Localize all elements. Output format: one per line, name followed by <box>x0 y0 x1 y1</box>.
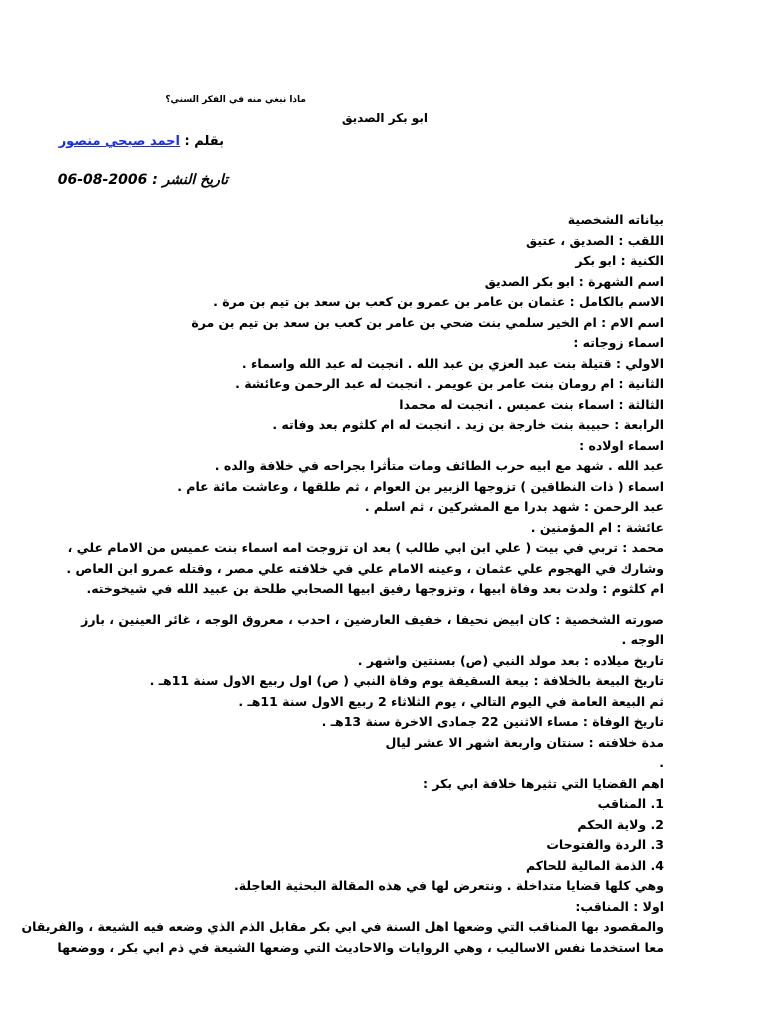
text-line: الرابعة : حبيبة بنت خارجة بن زيد . انجبت له ام كلثوم بعد وفاته . <box>272 417 664 432</box>
text-line: الوجه . <box>621 632 664 647</box>
publication-date-value: 06-08-2006 <box>57 172 148 188</box>
top-note: ماذا نبغي منه في الفكر السني؟ <box>165 95 306 105</box>
text-line: اسم الام : ام الخير سلمي بنت ضحي بن عامر بن كعب بن سعد بن تيم بن مرة <box>191 314 664 330</box>
text-line: اهم القضايا التي تثيرها خلافة ابي بكر : <box>423 775 664 791</box>
text-line: والمقصود بها المناقب التي وضعها اهل السنة في ابي بكر مقابل الذم الذي وضعه فيه الشيعة ، والفريقان <box>21 919 664 934</box>
article-body <box>21 210 664 958</box>
byline-prefix: بقلم : <box>184 134 224 149</box>
text-line: عبد الله . شهد مع ابيه حرب الطائف ومات متأثرا بجراحه في خلافة والده . <box>214 458 664 473</box>
text-line: اسماء ( ذات النطاقين ) تزوجها الزبير بن العوام ، ثم طلقها ، وعاشت مائة عام . <box>177 478 664 494</box>
list-item: 2. ولاية الحكم <box>577 816 664 832</box>
text-line: وهي كلها قضايا متداخلة . ونتعرض لها في هذه المقالة البحثية العاجلة. <box>234 878 664 893</box>
text-line: اسم الشهرة : ابو بكر الصديق <box>484 273 664 289</box>
text-line: محمد : تربي في بيت ( علي ابن ابي طالب ) بعد ان تزوجت امه اسماء بنت عميس من الامام علي ، <box>67 540 664 555</box>
text-line: صورته الشخصية : كان ابيض نحيفا ، خفيف العارضين ، احدب ، معروق الوجه ، غائر العينين ، بارز <box>81 611 664 627</box>
section-heading: اولا : المناقب: <box>575 898 664 914</box>
author-link[interactable]: احمد صبحي منصور <box>58 134 180 149</box>
list-item: 1. المناقب <box>597 796 664 811</box>
text-line: الكنية : ابو بكر <box>575 253 664 268</box>
text-line: تاريخ الوفاة : مساء الاثنين 22 جمادى الاخرة سنة 13هـ . <box>321 714 664 729</box>
text-line: . <box>659 755 664 770</box>
text-line: الثالثة : اسماء بنت عميس . انجبت له محمدا <box>399 396 664 412</box>
page-title: ابو بكر الصديق <box>341 111 428 125</box>
text-line: ام كلثوم : ولدت بعد وفاة ابيها ، وتزوجها رفيق ابيها الصحابي طلحة بن عبيد الله في شيخوخته. <box>86 581 664 596</box>
section-heading: بياناته الشخصية <box>567 212 664 227</box>
text-line: اسماء اولاده : <box>579 437 664 453</box>
text-line: اسماء زوجاته : <box>573 335 664 350</box>
text-line: مدة خلافته : سنتان واربعة اشهر الا عشر ليال <box>385 734 664 750</box>
text-line: معا استخدما نفس الاساليب ، وهي الروايات والاحاديث التي وضعها الشيعة في ذم ابي بكر ، ووضعها <box>57 939 664 955</box>
byline <box>59 134 224 149</box>
publication-date <box>58 172 228 188</box>
list-item: 4. الذمة المالية للحاكم <box>525 857 664 873</box>
text-line: الاولي : قتيلة بنت عبد العزي بن عبد الله . انجبت له عبد الله واسماء . <box>241 355 664 371</box>
text-line: تاريخ ميلاده : بعد مولد النبي (ص) بسنتين واشهر . <box>357 652 664 668</box>
text-line: وشارك في الهجوم علي عثمان ، وعينه الامام علي في خلافته علي مصر ، وقتله عمرو ابن العاص . <box>66 560 664 576</box>
text-line: الاسم بالكامل : عثمان بن عامر بن عمرو بن كعب بن سعد بن تيم بن مرة . <box>213 294 664 309</box>
publication-date-label: تاريخ النشر : <box>152 172 228 188</box>
list-item: 3. الردة والفتوحات <box>546 837 664 852</box>
text-line: اللقب : الصديق ، عتيق <box>526 232 664 248</box>
paragraph-gap <box>64 600 664 610</box>
text-line: تاريخ البيعة بالخلافة : بيعة السقيفة يوم وفاة النبي ( ص) اول ربيع الاول سنة 11هـ . <box>149 673 664 688</box>
text-line: عبد الرحمن : شهد بدرا مع المشركين ، ثم اسلم . <box>364 499 664 514</box>
text-line: عائشة : ام المؤمنين . <box>530 519 664 535</box>
text-line: الثانية : ام رومان بنت عامر بن عويمر . انجبت له عبد الرحمن وعائشة . <box>235 376 664 391</box>
text-line: ثم البيعة العامة في اليوم التالي ، يوم الثلاثاء 2 ربيع الاول سنة 11هـ . <box>238 693 664 709</box>
